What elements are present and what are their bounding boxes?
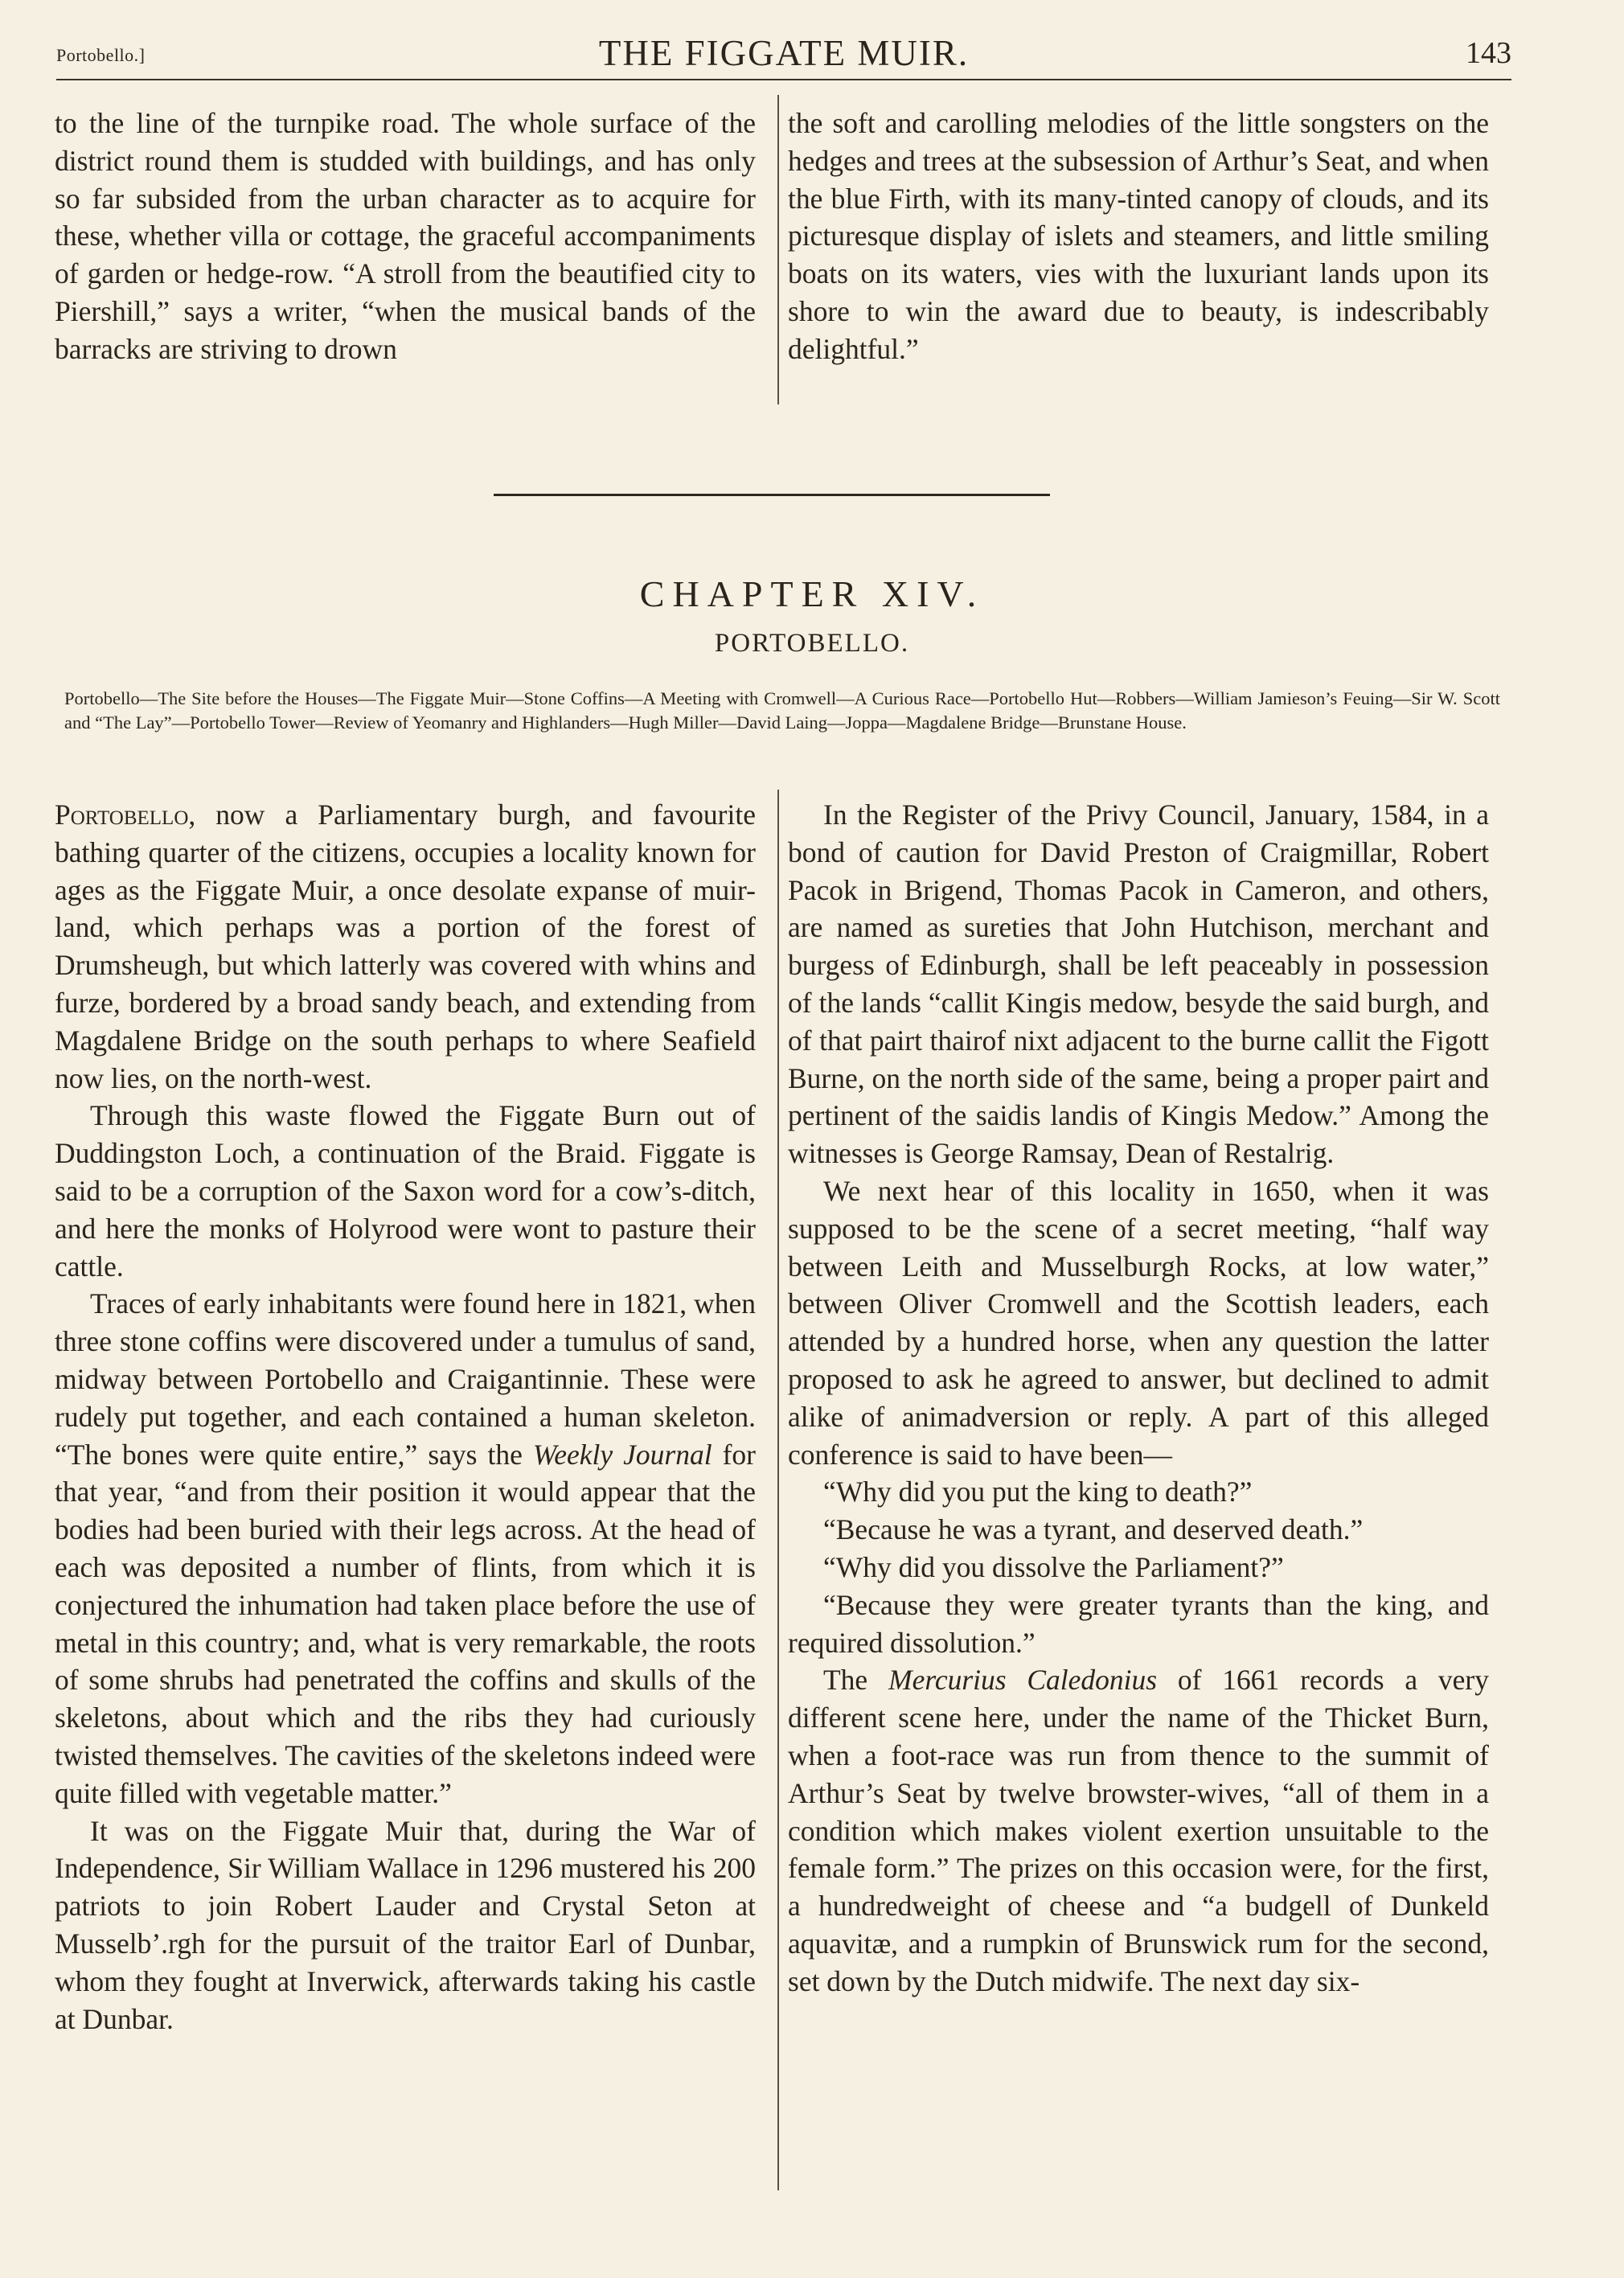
top-left-column xyxy=(55,105,756,368)
dialogue-line: “Because they were greater tyrants than the king, and required dissolution.” xyxy=(788,1588,1489,1659)
right-column xyxy=(788,796,1489,2001)
column-divider xyxy=(777,95,779,404)
publication-title: Weekly Journal xyxy=(532,1438,712,1471)
running-head xyxy=(56,32,1511,77)
column-divider xyxy=(777,790,779,2190)
header-rule xyxy=(56,79,1511,80)
paragraph-text: now a Parliamentary burgh, and favourite bathing quarter of the citizens, occupies a locality known for ages as the Figgate Muir, a once desolate expanse of muir-land, which perhaps was a portion of the forest of Drumsheugh, but which latterly was covered with whins and furze, bordered by a broad sandy beach, and extending from Magdalene Bridge on the south perhaps to where Seafield now lies, on the north-west. xyxy=(55,798,756,1094)
section-divider xyxy=(494,494,1050,496)
running-head-section: Portobello.] xyxy=(56,45,146,65)
paragraph: It was on the Figgate Muir that, during the War of Independence, Sir William Wallace in 1296 mustered his 200 patriots to join Robert Lauder and Crystal Seton at Musselb’.rgh for the pursuit of the traitor Earl of Dunbar, whom they fought at Inverwick, afterwards taking his castle at Dunbar. xyxy=(55,1814,756,2035)
paragraph-text: for that year, “and from their position it would appear that the bodies had been buried with their legs across. At the head of each was deposited a number of flints, from which it is conjectured the inhumation had taken place before the use of metal in this country; and, what is very remarkable, the roots of some shrubs had penetrated the coffins and skulls of the skeletons, about which and the ribs they had curiously twisted themselves. The cavities of the skeletons indeed were quite filled with vegetable matter.” xyxy=(55,1438,756,1809)
paragraph-text: of 1661 records a very different scene here, under the name of the Thicket Burn, when a foot-race was run from thence to the summit of Arthur’s Seat by twelve browster-wives, “all of them in a condition which makes violent exertion unsuitable to the female form.” The prizes on this occasion were, for the first, a hundredweight of cheese and “a budgell of Dunkeld aquavitæ, and a rumpkin of Brunswick rum for the second, set down by the Dutch midwife. The next day six- xyxy=(788,1664,1489,1997)
chapter-subtitle: PORTOBELLO. xyxy=(714,629,910,658)
paragraph-text: Traces of early inhabitants were found here in 1821, when three stone coffins were discovered under a tumulus of sand, midway between Portobello and Craigantinnie. These were rudely put together, and each contained a human skeleton. “The bones were quite entire,” says the xyxy=(55,1287,756,1471)
paragraph: Through this waste flowed the Figgate Burn out of Duddingston Loch, a continuation of the Braid. Figgate is said to be a corruption of the Saxon word for a cow’s-ditch, and here the monks of Holyrood were wont to pasture their cattle. xyxy=(55,1099,756,1283)
dialogue-line: “Because he was a tyrant, and deserved death.” xyxy=(823,1513,1364,1546)
left-column xyxy=(55,796,756,2038)
chapter-synopsis: Portobello—The Site before the Houses—The Figgate Muir—Stone Coffins—A Meeting with Cromwell—A Curious Race—Portobello Hut—Robbers—William Jamieson’s Feuing—Sir W. Scott and “The Lay”—Portobello Tower—Review of Yeomanry and Highlanders—Hugh Miller—David Laing—Joppa—Magdalene Bridge—Brunstane House. xyxy=(64,688,1500,733)
paragraph: We next hear of this locality in 1650, when it was supposed to be the scene of a secret meeting, “half way between Leith and Musselburgh Rocks, at low water,” between Oliver Cromwell and the Scottish leaders, each attended by a hundred horse, when any question the latter proposed to ask he agreed to answer, but declined to admit alike of animadversion or reply. A part of this alleged conference is said to have been— xyxy=(788,1174,1489,1471)
top-right-column xyxy=(788,105,1489,368)
paragraph: In the Register of the Privy Council, January, 1584, in a bond of caution for David Preston of Craigmillar, Robert Pacok in Brigend, Thomas Pacok in Cameron, and others, are named as sureties that John Hutchison, merchant and burgess of Edinburgh, shall be left peaceably in possession of the lands “callit Kingis medow, besyde the said burgh, and of that pairt thairof nixt adjacent to the burne callit the Figott Burne, on the north side of the same, being a proper pairt and pertinent of the saidis landis of Kingis Medow.” Among the witnesses is George Ramsay, Dean of Restalrig. xyxy=(788,798,1489,1170)
paragraph-text: The xyxy=(823,1664,888,1697)
page-number: 143 xyxy=(1466,36,1511,70)
publication-title: Mercurius Caledonius xyxy=(888,1664,1158,1697)
paragraph xyxy=(55,796,756,1097)
lead-word: Portobello, xyxy=(55,798,196,831)
dialogue-line: “Why did you dissolve the Parliament?” xyxy=(823,1550,1284,1583)
paragraph: the soft and carolling melodies of the little songsters on the hedges and trees at the subsession of Arthur’s Seat, and when the blue Firth, with its many-tinted canopy of clouds, and its picturesque display of islets and steamers, and little smiling boats on its waters, vies with the luxuriant lands upon its shore to win the award due to beauty, is indescribably delightful.” xyxy=(788,107,1489,365)
dialogue-line: “Why did you put the king to death?” xyxy=(823,1476,1253,1508)
paragraph: to the line of the turnpike road. The whole surface of the district round them is studded with buildings, and has only so far subsided from the urban character as to acquire for these, whether villa or cottage, the graceful accompaniments of garden or hedge-row. “A stroll from the beautified city to Piershill,” says a writer, “when the musical bands of the barracks are striving to drown xyxy=(55,107,756,365)
running-head-title: THE FIGGATE MUIR. xyxy=(598,33,970,73)
chapter-title: CHAPTER XIV. xyxy=(639,573,985,614)
paragraph xyxy=(55,1285,756,1812)
paragraph xyxy=(788,1661,1489,2000)
